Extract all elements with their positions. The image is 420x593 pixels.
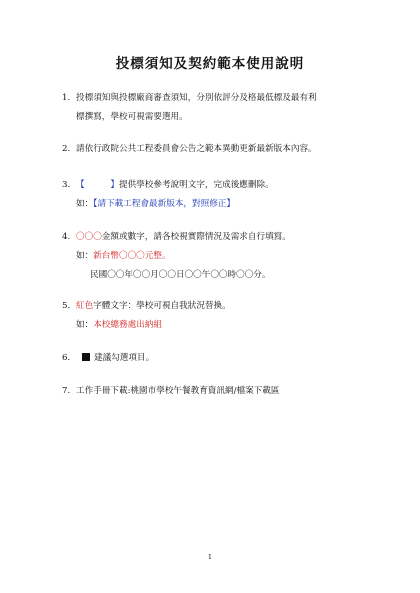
item-text-continued: 標撰寫，學校可視需要選用。 (76, 112, 188, 122)
placeholder-circles: 〇〇〇 (76, 232, 102, 242)
placeholder-bracket: 【 】 (76, 180, 119, 190)
item-number: 3. (62, 180, 71, 190)
list-item-1 (62, 89, 382, 127)
list-item-3 (62, 176, 382, 214)
example-text: 本校總務處出納組 (93, 320, 162, 330)
item-text: 請依行政院公共工程委員會公告之範本異動更新最新版本內容。 (76, 144, 317, 154)
list-item-5 (62, 297, 382, 335)
item-number: 2. (62, 144, 71, 154)
list-item-6 (62, 349, 382, 368)
checkbox-square-icon (82, 353, 90, 361)
item-number: 5. (62, 301, 71, 311)
item-number: 4. (62, 232, 71, 242)
item-text: 投標須知與投標廠商審查須知，分別依評分及格最低標及最有利 (76, 93, 317, 103)
document-title: 投標須知及契約範本使用說明 (115, 56, 305, 72)
item-number: 1. (62, 93, 71, 103)
list-item-4 (62, 228, 382, 285)
item-text: 建議勾選項目。 (94, 353, 155, 363)
example-prefix: 如： (76, 320, 94, 330)
example-prefix: 如： (76, 251, 94, 261)
example-text: 【請下載工程會最新版本，對照修正】 (93, 199, 235, 209)
item-number: 7. (62, 386, 71, 396)
item-text: 工作手冊下載:桃園市學校午餐教育資訊網/檔案下載區 (76, 386, 280, 396)
example-date-line: 民國〇〇年〇〇月〇〇日〇〇午〇〇時〇〇分。 (90, 270, 271, 280)
item-text: 字體文字：學校可視自我狀況替換。 (93, 301, 231, 311)
item-text: 提供學校參考說明文字，完成後應刪除。 (118, 180, 274, 190)
list-item-7 (62, 382, 382, 401)
red-word: 紅色 (76, 301, 94, 311)
example-prefix: 如： (76, 199, 94, 209)
item-number: 6. (62, 353, 71, 363)
list-item-2 (62, 140, 382, 159)
example-text: 新台幣〇〇〇元整。 (93, 251, 171, 261)
item-text: 金額或數字，請各校視實際情況及需求自行填寫。 (101, 232, 291, 242)
page-number: 1 (207, 553, 213, 561)
